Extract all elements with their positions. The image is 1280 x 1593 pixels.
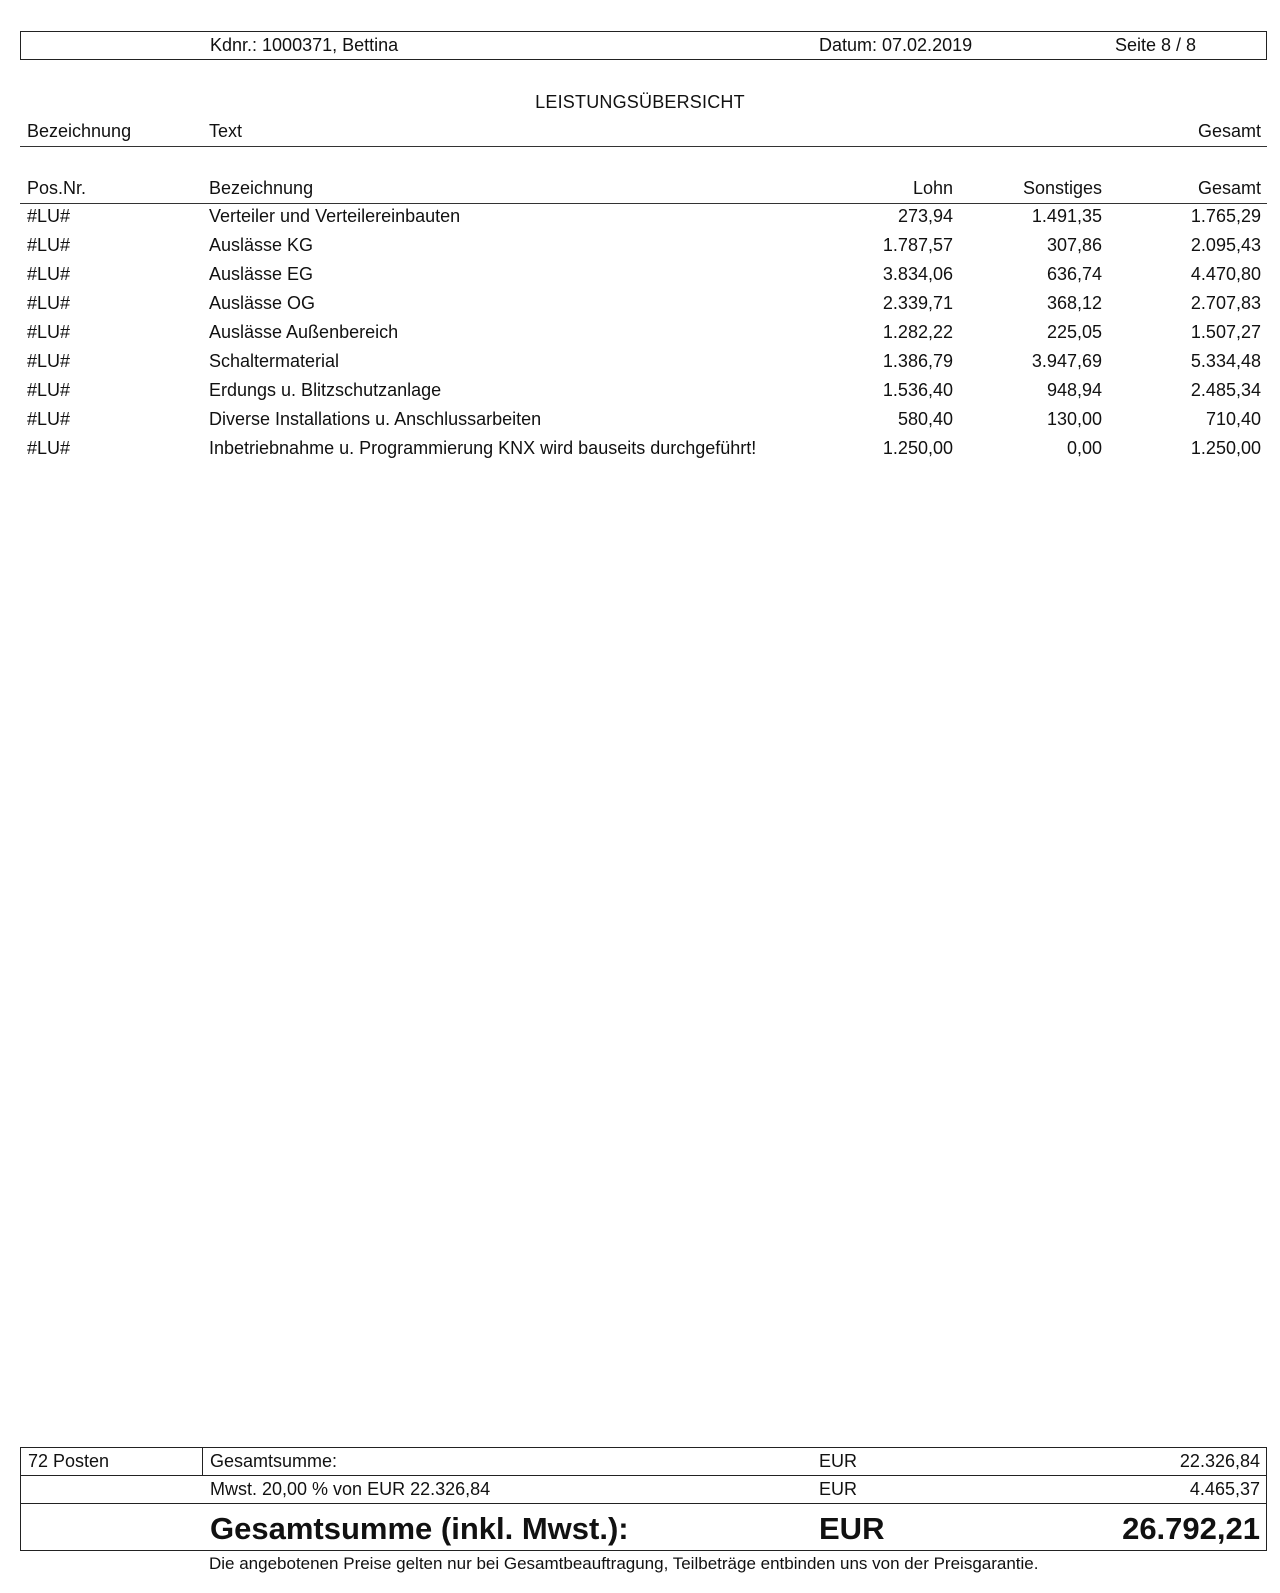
cell-lohn: 580,40 — [897, 409, 953, 429]
cell-bezeichnung: Erdungs u. Blitzschutzanlage — [209, 380, 442, 400]
table-row — [0, 206, 1280, 234]
cell-pos: #LU# — [27, 438, 71, 458]
subtotal-row — [20, 1447, 1267, 1476]
price-note: Die angebotenen Preise gelten nur bei Gesamtbeauftragung, Teilbeträge entbinden uns von der Preisgarantie. — [209, 1554, 1039, 1573]
cell-gesamt: 710,40 — [1205, 409, 1261, 429]
cell-lohn: 1.386,79 — [882, 351, 953, 371]
page-header — [20, 31, 1267, 60]
cell-gesamt: 1.250,00 — [1190, 438, 1261, 458]
page-number: Seite 8 / 8 — [1115, 35, 1197, 55]
cell-sonstiges: 307,86 — [1046, 235, 1102, 255]
divider — [202, 1448, 203, 1475]
cell-bezeichnung: Auslässe OG — [209, 293, 316, 313]
vat-row — [20, 1475, 1267, 1504]
cell-pos: #LU# — [27, 264, 71, 284]
item-count: 72 Posten — [28, 1451, 110, 1471]
table-row — [0, 438, 1280, 466]
cell-pos: #LU# — [27, 206, 71, 226]
summary-header-gesamt: Gesamt — [1197, 121, 1261, 141]
table-row — [0, 322, 1280, 350]
column-header-gesamt: Gesamt — [1197, 178, 1261, 198]
subtotal-value: 22.326,84 — [1179, 1451, 1260, 1471]
cell-bezeichnung: Auslässe KG — [209, 235, 314, 255]
table-row — [0, 264, 1280, 292]
cell-lohn: 1.536,40 — [882, 380, 953, 400]
column-header-bezeichnung: Bezeichnung — [209, 178, 314, 198]
summary-header-bezeichnung: Bezeichnung — [27, 121, 132, 141]
cell-gesamt: 2.095,43 — [1190, 235, 1261, 255]
cell-bezeichnung: Diverse Installations u. Anschlussarbeiten — [209, 409, 542, 429]
cell-pos: #LU# — [27, 351, 71, 371]
cell-pos: #LU# — [27, 409, 71, 429]
column-header-lohn: Lohn — [912, 178, 953, 198]
cell-pos: #LU# — [27, 380, 71, 400]
grand-total-label: Gesamtsumme (inkl. Mwst.): — [210, 1511, 629, 1546]
cell-sonstiges: 948,94 — [1046, 380, 1102, 400]
cell-bezeichnung: Auslässe EG — [209, 264, 314, 284]
grand-total-value: 26.792,21 — [1122, 1511, 1260, 1546]
cell-gesamt: 4.470,80 — [1190, 264, 1261, 284]
cell-sonstiges: 0,00 — [1066, 438, 1102, 458]
cell-sonstiges: 225,05 — [1046, 322, 1102, 342]
summary-header-text: Text — [209, 121, 243, 141]
cell-pos: #LU# — [27, 322, 71, 342]
cell-pos: #LU# — [27, 235, 71, 255]
cell-gesamt: 5.334,48 — [1190, 351, 1261, 371]
subtotal-label: Gesamtsumme: — [210, 1451, 338, 1471]
table-row — [0, 235, 1280, 263]
cell-lohn: 1.250,00 — [882, 438, 953, 458]
table-row — [0, 293, 1280, 321]
vat-value: 4.465,37 — [1189, 1479, 1260, 1499]
cell-sonstiges: 368,12 — [1046, 293, 1102, 313]
cell-sonstiges: 1.491,35 — [1031, 206, 1102, 226]
document-date: Datum: 07.02.2019 — [819, 35, 973, 55]
cell-lohn: 1.787,57 — [882, 235, 953, 255]
grand-total-currency: EUR — [819, 1511, 885, 1546]
table-row — [0, 351, 1280, 379]
cell-pos: #LU# — [27, 293, 71, 313]
cell-lohn: 273,94 — [897, 206, 953, 226]
cell-bezeichnung: Schaltermaterial — [209, 351, 340, 371]
vat-label: Mwst. 20,00 % von EUR 22.326,84 — [210, 1479, 491, 1499]
table-row — [0, 409, 1280, 437]
subtotal-currency: EUR — [819, 1451, 858, 1471]
cell-sonstiges: 130,00 — [1046, 409, 1102, 429]
column-header-pos: Pos.Nr. — [27, 178, 87, 198]
divider — [20, 146, 1267, 147]
cell-gesamt: 2.485,34 — [1190, 380, 1261, 400]
cell-sonstiges: 3.947,69 — [1031, 351, 1102, 371]
cell-gesamt: 1.765,29 — [1190, 206, 1261, 226]
divider — [20, 203, 1267, 204]
cell-bezeichnung: Inbetriebnahme u. Programmierung KNX wird bauseits durchgeführt! — [209, 438, 757, 458]
cell-lohn: 3.834,06 — [882, 264, 953, 284]
cell-bezeichnung: Auslässe Außenbereich — [209, 322, 399, 342]
cell-gesamt: 1.507,27 — [1190, 322, 1261, 342]
customer-number: Kdnr.: 1000371, Bettina — [210, 35, 399, 55]
cell-gesamt: 2.707,83 — [1190, 293, 1261, 313]
vat-currency: EUR — [819, 1479, 858, 1499]
cell-bezeichnung: Verteiler und Verteilereinbauten — [209, 206, 461, 226]
grand-total-row — [20, 1503, 1267, 1551]
section-title: LEISTUNGSÜBERSICHT — [535, 92, 745, 112]
table-row — [0, 380, 1280, 408]
column-header-sonstiges: Sonstiges — [1022, 178, 1102, 198]
cell-lohn: 1.282,22 — [882, 322, 953, 342]
cell-lohn: 2.339,71 — [882, 293, 953, 313]
cell-sonstiges: 636,74 — [1046, 264, 1102, 284]
